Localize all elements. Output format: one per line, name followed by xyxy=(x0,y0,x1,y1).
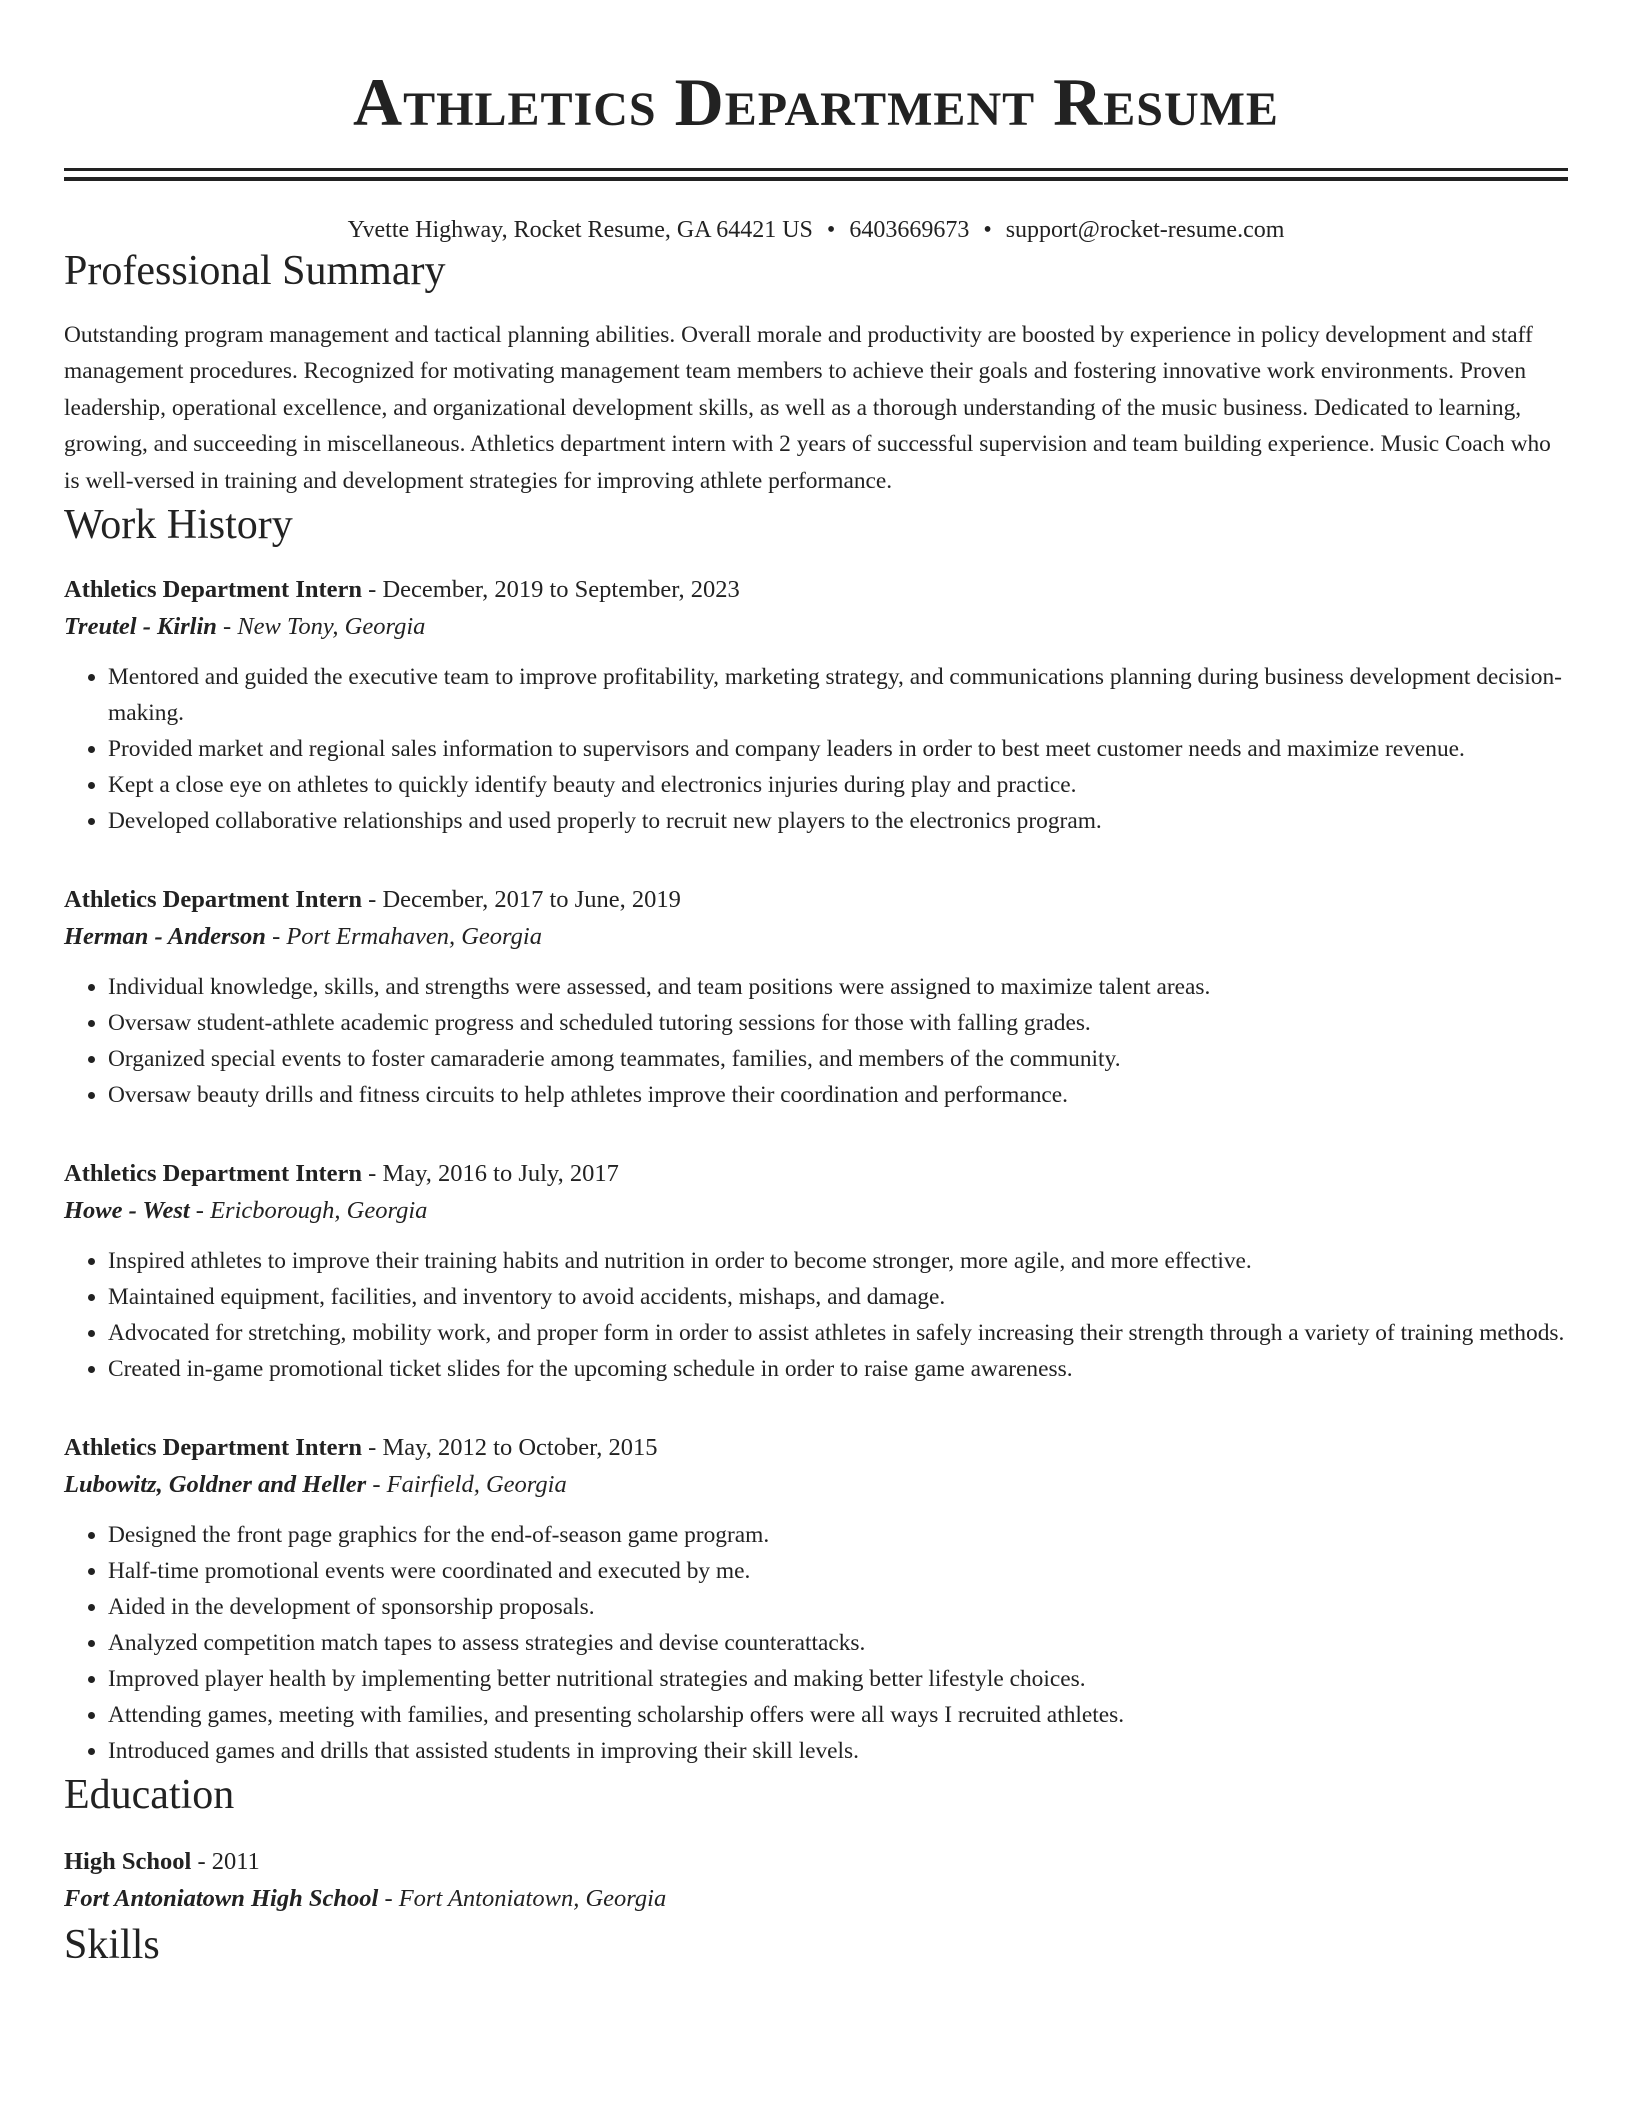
education-degree: High School xyxy=(64,1848,192,1876)
job-location: - Fairfield, Georgia xyxy=(366,1471,567,1499)
job-bullets xyxy=(64,1517,1568,1769)
education-degree-line xyxy=(64,1845,1568,1879)
job-title: Athletics Department Intern xyxy=(64,576,363,604)
education-school: Fort Antoniatown High School xyxy=(64,1885,379,1913)
job-company: Herman - Anderson xyxy=(64,923,266,951)
job-company-line xyxy=(64,1465,1568,1505)
job-bullets xyxy=(64,659,1568,839)
contact-separator: • xyxy=(983,217,992,243)
page-title: Athletics Department Resume xyxy=(353,64,1279,140)
education-location: - Fort Antoniatown, Georgia xyxy=(378,1885,667,1913)
list-item: • Analyzed competition match tapes to assess strategies and devise counterattacks. xyxy=(108,1625,1568,1661)
job-title-line xyxy=(64,1157,1568,1191)
job-title: Athletics Department Intern xyxy=(64,1160,363,1188)
job-title: Athletics Department Intern xyxy=(64,886,363,914)
job-entry xyxy=(64,883,1568,1113)
list-item: • Attending games, meeting with families, and presenting scholarship offers were all ways I recruited athletes. xyxy=(108,1697,1568,1733)
list-item: • Improved player health by implementing better nutritional strategies and making better lifestyle choices. xyxy=(108,1661,1568,1697)
work-history-heading: Work History xyxy=(64,502,293,549)
contact-line xyxy=(64,215,1568,245)
job-location: - Ericborough, Georgia xyxy=(189,1197,428,1225)
list-item: • Mentored and guided the executive team to improve profitability, marketing strategy, and communications planning during business development decision-making. xyxy=(108,659,1568,731)
list-item: • Provided market and regional sales information to supervisors and company leaders in order to best meet customer needs and maximize revenue. xyxy=(108,731,1568,767)
list-item: • Advocated for stretching, mobility work, and proper form in order to assist athletes in safely increasing their strength through a variety of training methods. xyxy=(108,1315,1568,1351)
contact-address: Yvette Highway, Rocket Resume, GA 64421 US xyxy=(347,217,813,243)
contact-phone: 6403669673 xyxy=(849,217,970,243)
education-heading: Education xyxy=(64,1772,235,1819)
contact-email: support@rocket-resume.com xyxy=(1005,217,1285,243)
job-title: Athletics Department Intern xyxy=(64,1434,363,1462)
summary-text: Outstanding program management and tactical planning abilities. Overall morale and productivity are boosted by experience in policy development and staff management procedures. Recognized for motivating management team members to achieve their goals and fostering innovative work environments. Proven leadership, operational excellence, and organizational development skills, as well as a thorough understanding of the music business. Dedicated to learning, growing, and succeeding in miscellaneous. Athletics department intern with 2 years of successful supervision and team building experience. Music Coach who is well-versed in training and development strategies for improving athlete performance. xyxy=(64,322,1551,494)
job-title-line xyxy=(64,1431,1568,1465)
education-year: - 2011 xyxy=(191,1848,260,1876)
job-dates: - May, 2012 to October, 2015 xyxy=(362,1434,658,1462)
list-item: • Introduced games and drills that assisted students in improving their skill levels. xyxy=(108,1733,1568,1769)
job-location: - Port Ermahaven, Georgia xyxy=(265,923,542,951)
list-item: • Maintained equipment, facilities, and inventory to avoid accidents, mishaps, and damage. xyxy=(108,1279,1568,1315)
job-dates: - May, 2016 to July, 2017 xyxy=(362,1160,619,1188)
education-school-line xyxy=(64,1879,1568,1919)
job-company-line xyxy=(64,1191,1568,1231)
job-bullets xyxy=(64,1243,1568,1387)
resume-page xyxy=(64,0,1568,1971)
job-company: Howe - West xyxy=(64,1197,190,1225)
job-title-line xyxy=(64,573,1568,607)
job-entry xyxy=(64,573,1568,839)
skills-heading: Skills xyxy=(64,1922,160,1969)
title-divider-bottom xyxy=(64,177,1568,181)
title-divider-top xyxy=(64,168,1568,171)
job-company-line xyxy=(64,607,1568,647)
job-company: Treutel - Kirlin xyxy=(64,613,217,641)
list-item: • Designed the front page graphics for the end-of-season game program. xyxy=(108,1517,1568,1553)
job-location: - New Tony, Georgia xyxy=(216,613,426,641)
job-title-line xyxy=(64,883,1568,917)
contact-separator: • xyxy=(826,217,836,243)
list-item: • Aided in the development of sponsorship proposals. xyxy=(108,1589,1568,1625)
job-dates: - December, 2019 to September, 2023 xyxy=(362,576,740,604)
list-item: • Kept a close eye on athletes to quickly identify beauty and electronics injuries during play and practice. xyxy=(108,767,1568,803)
job-entry xyxy=(64,1431,1568,1769)
list-item: • Created in-game promotional ticket slides for the upcoming schedule in order to raise game awareness. xyxy=(108,1351,1568,1387)
job-dates: - December, 2017 to June, 2019 xyxy=(362,886,681,914)
list-item: • Half-time promotional events were coordinated and executed by me. xyxy=(108,1553,1568,1589)
job-company-line xyxy=(64,917,1568,957)
list-item: • Oversaw beauty drills and fitness circuits to help athletes improve their coordination and performance. xyxy=(108,1077,1568,1113)
job-entry xyxy=(64,1157,1568,1387)
list-item: • Organized special events to foster camaraderie among teammates, families, and members of the community. xyxy=(108,1041,1568,1077)
list-item: • Developed collaborative relationships and used properly to recruit new players to the electronics program. xyxy=(108,803,1568,839)
job-bullets xyxy=(64,969,1568,1113)
list-item: • Inspired athletes to improve their training habits and nutrition in order to become stronger, more agile, and more effective. xyxy=(108,1243,1568,1279)
list-item: • Oversaw student-athlete academic progress and scheduled tutoring sessions for those with falling grades. xyxy=(108,1005,1568,1041)
job-company: Lubowitz, Goldner and Heller xyxy=(64,1471,367,1499)
list-item: • Individual knowledge, skills, and strengths were assessed, and team positions were assigned to maximize talent areas. xyxy=(108,969,1568,1005)
education-entry xyxy=(64,1845,1568,1919)
summary-heading: Professional Summary xyxy=(64,248,446,294)
